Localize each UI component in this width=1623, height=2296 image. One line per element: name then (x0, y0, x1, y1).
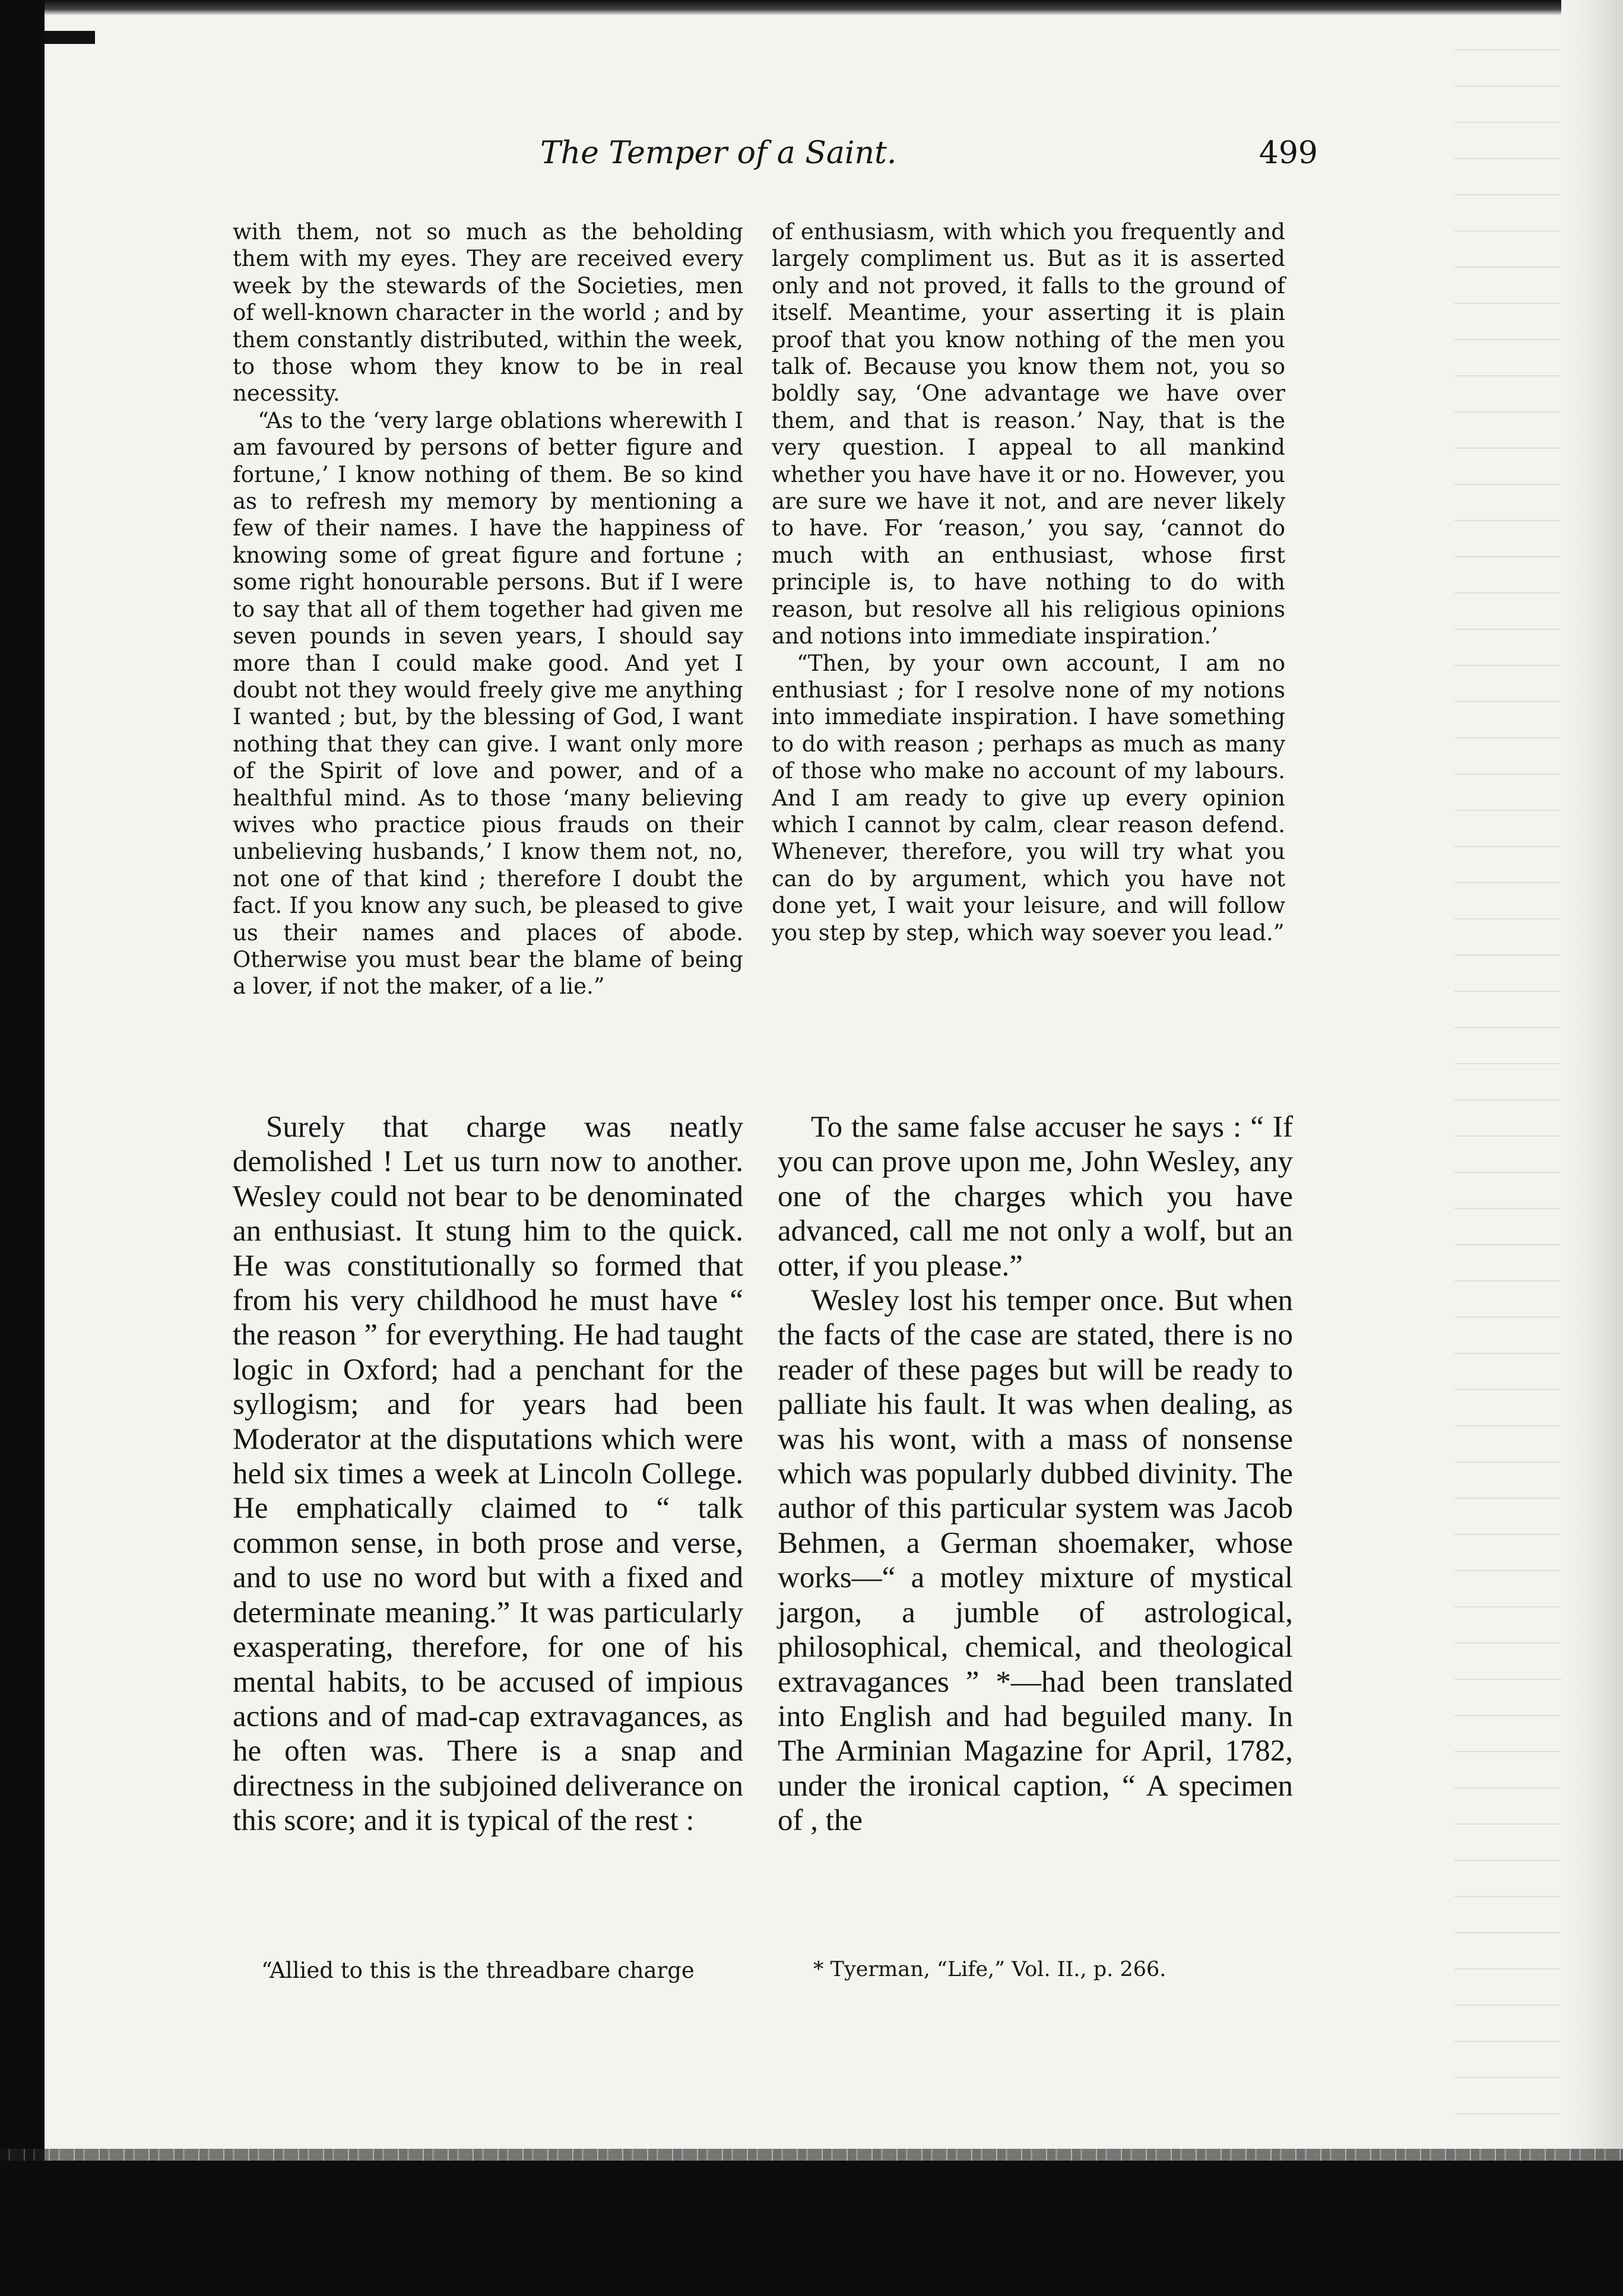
running-title: The Temper of a Saint. (540, 135, 897, 171)
quote-paragraph: “As to the ‘very large oblations wherewith I am favoured by persons of better figure and fortune,’ I know nothing of them. Be so kind as to refresh my memory by mentioning a few of their names. I have the happiness of knowing some of great figure and fortune ; some right honourable persons. But if I were to say that all of them together had given me seven pounds in seven years, I should say more than I could make good. And yet I doubt not they would freely give me anything I wanted ; but, by the blessing of God, I want nothing that they can give. I want only more of the Spirit of love and power, and of a healthful mind. As to those ‘many believing wives who practice pious frauds on their unbelieving husbands,’ I know them not, no, not one of that kind ; therefore I doubt the fact. If you know any such, be pleased to give us their names and places of abode. Otherwise you must bear the blame of being a lover, if not the maker, of a lie.” (233, 407, 743, 1000)
scan-edge-bottom (0, 2161, 1623, 2296)
body-paragraph: Wesley lost his temper once. But when the facts of the case are stated, there is no reader of these pages but will be ready to palliate his fault. It was when dealing, as was his wont, with a mass of nonsense which was popularly dubbed divinity. The author of this particular system was Jacob Behmen, a German shoemaker, whose works—“ a motley mixture of mystical jargon, a jumble of astrological, philosophical, chemical, and theological extravagances ” *—had been translated into English and had beguiled many. In The Arminian Magazine for April, 1782, under the ironical caption, “ A specimen of , the (778, 1284, 1293, 1838)
body-column-right (778, 1110, 1293, 1838)
scan-specks (1454, 36, 1561, 2149)
footnote: * Tyerman, “Life,” Vol. II., p. 266. (813, 1958, 1166, 1981)
quote-paragraph: of enthusiasm, with which you frequently and largely compliment us. But as it is asserted only and not proved, it falls to the ground of itself. Meantime, your asserting it is plain proof that you know nothing of the men you talk of. Because you know them not, you so boldly say, ‘One advantage we have over them, and that is reason.’ Nay, that is the very question. I appeal to all mankind whether you have have it or no. However, you are sure we have it not, and are never likely to have. For ‘reason,’ you say, ‘cannot do much with an enthusiast, whose first principle is, to have nothing to do with reason, but resolve all his religious opinions and notions into immediate inspiration.’ (772, 219, 1285, 649)
body-paragraph: To the same false accuser he says : “ If you can prove upon me, John Wesley, any one of the charges which you have advanced, call me not only a wolf, but an otter, if you please.” (778, 1111, 1293, 1283)
quote-paragraph: with them, not so much as the beholding them with my eyes. They are received every week by the stewards of the Societies, men of well-known character in the world ; and by them constantly distributed, within the week, to those whom they know to be in real necessity. (233, 219, 743, 407)
body-column-left (233, 1110, 743, 1838)
quote-column-left (233, 218, 743, 1000)
quote-column-right (772, 218, 1285, 946)
continued-quote-line: “Allied to this is the threadbare charge (261, 1958, 695, 1983)
scan-edge-top (0, 0, 1623, 15)
running-head (237, 135, 1318, 183)
body-paragraph: Surely that charge was neatly demolished ! Let us turn now to another. Wesley could not bear to be denominated an enthusiast. It stung him to the quick. He was constitutionally so formed that from his very childhood he must have “ the reason ” for everything. He had taught logic in Oxford; had a penchant for the syllogism; and for years had been Moderator at the disputations which were held six times a week at Lincoln College. He emphatically claimed to “ talk common sense, in both prose and verse, and to use no word but with a fixed and determinate meaning.” It was particularly exasperating, therefore, for one of his mental habits, to be accused of impious actions and of mad-cap extravagances, as he often was. There is a snap and directness in the subjoined deliverance on this score; and it is typical of the rest : (233, 1111, 743, 1838)
scan-edge-right (1561, 0, 1623, 2296)
scan-edge-left (0, 0, 45, 2296)
page-number: 499 (1259, 135, 1318, 171)
quote-paragraph: “Then, by your own account, I am no enthusiast ; for I resolve none of my notions into immediate inspiration. I have something to do with reason ; perhaps as much as many of those who make no account of my labours. And I am ready to give up every opinion which I cannot by calm, clear reason defend. Whenever, therefore, you will try what you can do by argument, which you have not done yet, I wait your leisure, and will follow you step by step, which way soever you lead.” (772, 650, 1285, 946)
